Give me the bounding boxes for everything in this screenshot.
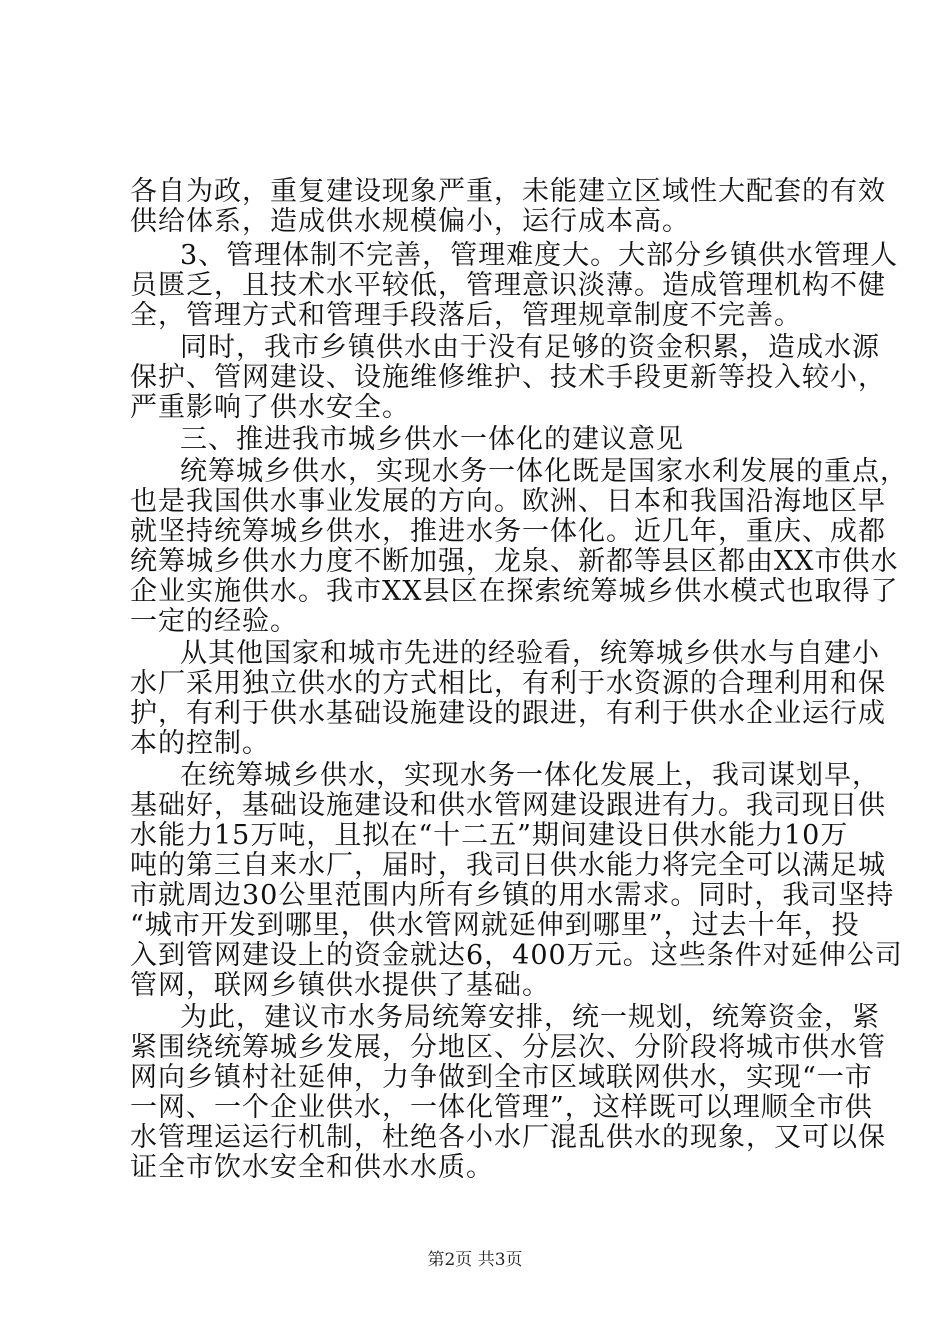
text-line: “城市开发到哪里，供水管网就延伸到哪里”，过去十年，投	[130, 910, 860, 941]
text-line: 证全市饮水安全和供水水质。	[130, 1152, 494, 1183]
text-line: 同时，我市乡镇供水由于没有足够的资金积累，造成水源	[180, 332, 880, 363]
text-line: 统筹城乡供水力度不断加强，龙泉、新都等县区都由XX市供水	[130, 546, 899, 577]
text-line: 企业实施供水。我市XX县区在探索统筹城乡供水模式也取得了	[130, 576, 899, 607]
text-line: 水厂采用独立供水的方式相比，有利于水资源的合理利用和保	[130, 668, 886, 699]
text-line: 3、管理体制不完善，管理难度大。大部分乡镇供水管理人	[180, 240, 899, 271]
text-line: 水能力15万吨，且拟在“十二五”期间建设日供水能力10万	[130, 820, 849, 851]
text-line: 一定的经验。	[130, 606, 298, 637]
text-line: 供给体系，造成供水规模偏小，运行成本高。	[130, 206, 690, 237]
text-line: 水管理运运行机制，杜绝各小水厂混乱供水的现象，又可以保	[130, 1122, 886, 1153]
text-line: 员匮乏，且技术水平较低，管理意识淡薄。造成管理机构不健	[130, 270, 886, 301]
text-line: 各自为政，重复建设现象严重，未能建立区域性大配套的有效	[130, 176, 886, 207]
text-line: 市就周边30公里范围内所有乡镇的用水需求。同时，我司坚持	[130, 880, 895, 911]
text-line: 从其他国家和城市先进的经验看，统筹城乡供水与自建小	[180, 638, 880, 669]
text-line: 吨的第三自来水厂，届时，我司日供水能力将完全可以满足城	[130, 850, 886, 881]
text-line: 保护、管网建设、设施维修维护、技术手段更新等投入较小，	[130, 362, 886, 393]
text-line: 全，管理方式和管理手段落后，管理规章制度不完善。	[130, 300, 802, 331]
text-line: 基础好，基础设施建设和供水管网建设跟进有力。我司现日供	[130, 790, 886, 821]
text-line: 统筹城乡供水，实现水务一体化既是国家水利发展的重点，	[180, 456, 908, 487]
text-line: 为此，建议市水务局统筹安排，统一规划，统筹资金，紧	[180, 1002, 880, 1033]
page-number-footer: 第2页 共3页	[427, 1250, 523, 1270]
text-line: 护，有利于供水基础设施建设的跟进，有利于供水企业运行成	[130, 698, 886, 729]
text-line: 也是我国供水事业发展的方向。欧洲、日本和我国沿海地区早	[130, 486, 886, 517]
text-line: 管网，联网乡镇供水提供了基础。	[130, 970, 550, 1001]
text-line: 入到管网建设上的资金就达6，400万元。这些条件对延伸公司	[130, 940, 903, 971]
text-line: 在统筹城乡供水，实现水务一体化发展上，我司谋划早，	[180, 760, 880, 791]
text-line: 严重影响了供水安全。	[130, 392, 410, 423]
text-line: 网向乡镇村社延伸，力争做到全市区域联网供水，实现“一市	[130, 1062, 873, 1093]
text-line: 就坚持统筹城乡供水，推进水务一体化。近几年，重庆、成都	[130, 516, 886, 547]
section-heading: 三、推进我市城乡供水一体化的建议意见	[180, 424, 684, 455]
text-line: 紧围绕统筹城乡发展，分地区、分层次、分阶段将城市供水管	[130, 1032, 886, 1063]
text-line: 一网、一个企业供水，一体化管理”，这样既可以理顺全市供	[130, 1092, 873, 1123]
text-line: 本的控制。	[130, 728, 270, 759]
